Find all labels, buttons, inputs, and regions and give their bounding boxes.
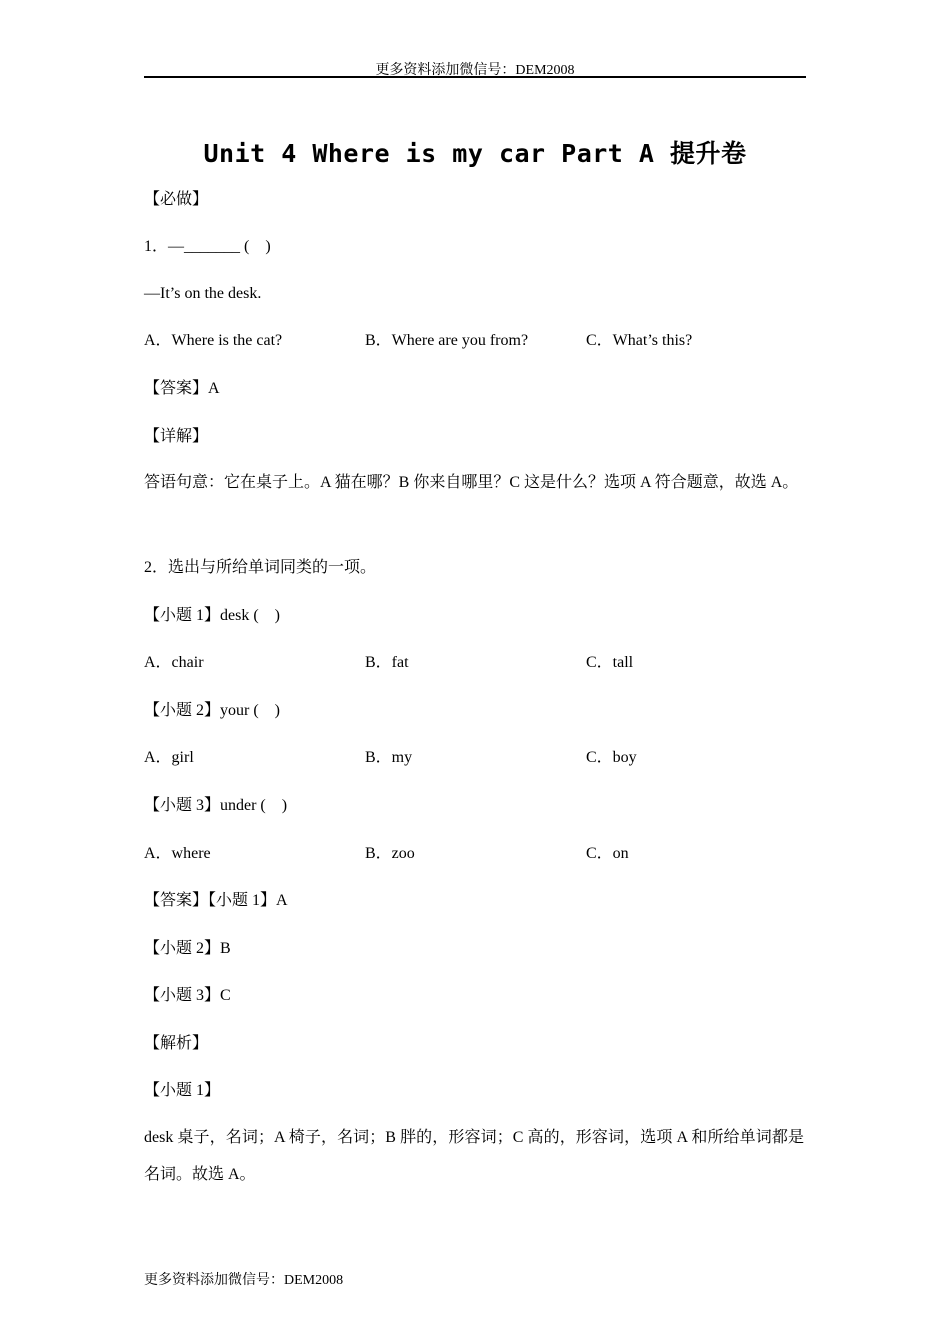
q2-sub2-options — [144, 748, 806, 768]
header-divider — [144, 76, 806, 78]
q2-sub3-options — [144, 844, 806, 864]
q2-sub2-option-b: B．my — [365, 749, 413, 766]
q1-options — [144, 331, 806, 351]
q2-analysis-label: 【解析】 — [144, 1035, 209, 1052]
q1-response: —It’s on the desk. — [144, 285, 262, 302]
q2-sub3-option-a: A．where — [144, 845, 211, 862]
q2-sub2-option-c: C．boy — [586, 749, 637, 766]
q2-answer-line-2: 【小题 2】B — [144, 940, 231, 957]
q2-sub1-option-c: C．tall — [586, 654, 634, 671]
q2-sub1-option-b: B．fat — [365, 654, 409, 671]
q1-stem: 1．—_______ ( ) — [144, 238, 271, 255]
q1-explanation: 答语句意：它在桌子上。A 猫在哪？B 你来自哪里？C 这是什么？选项 A 符合题意，故选 A。 — [144, 474, 799, 491]
page-title: Unit 4 Where is my car Part A 提升卷 — [203, 139, 747, 168]
q2-stem: 2．选出与所给单词同类的一项。 — [144, 559, 377, 576]
page-header: 更多资料添加微信号：DEM2008 — [375, 63, 575, 78]
q2-analysis-sub1-label: 【小题 1】 — [144, 1082, 221, 1099]
q2-sub3-stem: 【小题 3】under ( ) — [144, 797, 288, 814]
q2-sub1-stem: 【小题 1】desk ( ) — [144, 607, 280, 624]
q1-option-c: C．What’s this? — [586, 332, 693, 349]
q2-sub3-option-c: C．on — [586, 845, 629, 862]
q2-sub1-option-a: A．chair — [144, 654, 204, 671]
section-required-label: 【必做】 — [144, 191, 209, 208]
q1-option-a: A．Where is the cat? — [144, 332, 283, 349]
q2-sub2-option-a: A．girl — [144, 749, 194, 766]
q2-answer-line-3: 【小题 3】C — [144, 987, 231, 1004]
q2-sub3-option-b: B．zoo — [365, 845, 415, 862]
q1-option-b: B．Where are you from? — [365, 332, 529, 349]
q2-sub1-options — [144, 653, 806, 673]
q1-answer: 【答案】A — [144, 380, 220, 397]
q2-answer-line-1: 【答案】【小题 1】A — [144, 892, 288, 909]
q1-explain-label: 【详解】 — [144, 428, 209, 445]
q2-sub2-stem: 【小题 2】your ( ) — [144, 702, 280, 719]
page-footer: 更多资料添加微信号：DEM2008 — [144, 1273, 344, 1288]
q2-analysis-sub1: desk 桌子，名词；A 椅子，名词；B 胖的，形容词；C 高的，形容词，选项 A 和所给单词都是名词。故选 A。 — [144, 1129, 804, 1183]
